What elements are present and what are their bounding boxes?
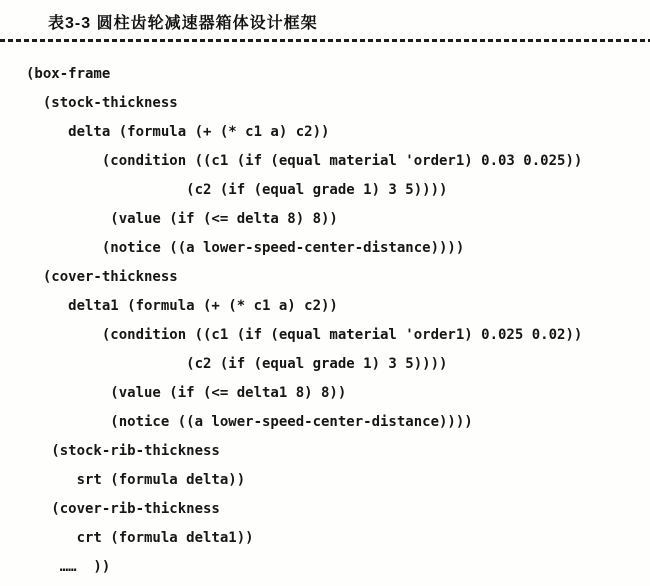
code-line: delta1 (formula (+ (* c1 a) c2)) [26, 298, 338, 314]
code-line: crt (formula delta1)) [26, 530, 254, 546]
code-line: (notice ((a lower-speed-center-distance)))) [26, 240, 465, 256]
code-line: delta (formula (+ (* c1 a) c2)) [26, 124, 330, 140]
code-line: (value (if (<= delta 8) 8)) [26, 211, 338, 227]
code-line: (condition ((c1 (if (equal material 'order1) 0.03 0.025)) [26, 153, 583, 169]
code-line: (stock-thickness [26, 95, 178, 111]
code-line: (c2 (if (equal grade 1) 3 5)))) [26, 356, 448, 372]
dashed-rule-separator [0, 39, 650, 42]
lisp-frame-code-block [26, 60, 636, 582]
code-line: (stock-rib-thickness [26, 443, 220, 459]
code-line: (cover-thickness [26, 269, 178, 285]
code-line: (box-frame [26, 66, 111, 82]
code-line: (value (if (<= delta1 8) 8)) [26, 385, 347, 401]
code-line: (cover-rib-thickness [26, 501, 220, 517]
code-line: (c2 (if (equal grade 1) 3 5)))) [26, 182, 448, 198]
code-line: …… )) [26, 559, 111, 575]
table-caption: 表3-3 圆柱齿轮减速器箱体设计框架 [48, 15, 318, 32]
code-line: (notice ((a lower-speed-center-distance)))) [26, 414, 473, 430]
code-line: (condition ((c1 (if (equal material 'order1) 0.025 0.02)) [26, 327, 583, 343]
code-line: srt (formula delta)) [26, 472, 246, 488]
